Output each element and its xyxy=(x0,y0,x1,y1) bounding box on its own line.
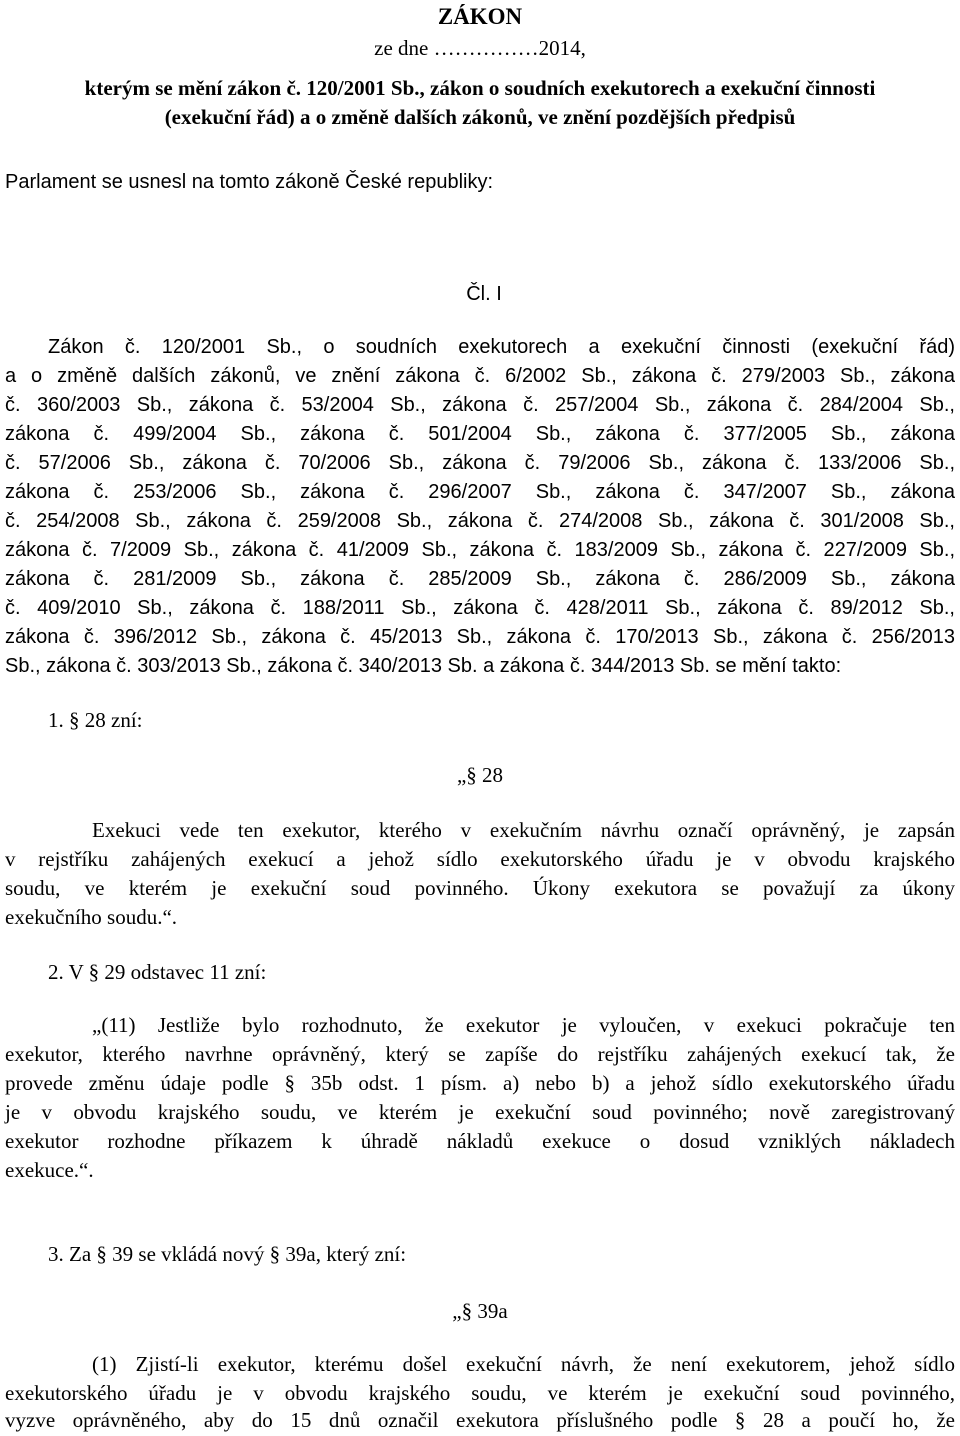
para-line: „(11) Jestliže bylo rozhodnuto, že exekutor je vyloučen, v exekuci pokračuje ten xyxy=(92,1013,955,1037)
para-line: v rejstříku zahájených exekucí a jehož sídlo exekutorského úřadu je v obvodu krajského xyxy=(5,847,955,871)
intro-line: a o změně dalších zákonů, ve znění zákona č. 6/2002 Sb., zákona č. 279/2003 Sb., zákona xyxy=(5,365,955,387)
para-line: exekuce.“. xyxy=(5,1158,94,1182)
law-subtitle-line-2: (exekuční řád) a o změně dalších zákonů, ve znění pozdějších předpisů xyxy=(164,105,796,129)
date-line: ze dne ……………2014, xyxy=(374,36,586,60)
intro-line: zákona č. 253/2006 Sb., zákona č. 296/2007 Sb., zákona č. 347/2007 Sb., zákona xyxy=(5,481,955,503)
para-line: soudu, ve kterém je exekuční soud povinného. Úkony exekutora se považují za úkony xyxy=(5,876,955,900)
intro-line: Zákon č. 120/2001 Sb., o soudních exekutorech a exekuční činnosti (exekuční řád) xyxy=(48,336,955,358)
intro-line: zákona č. 281/2009 Sb., zákona č. 285/2009 Sb., zákona č. 286/2009 Sb., zákona xyxy=(5,568,955,590)
section-28-heading: „§ 28 xyxy=(456,763,504,787)
intro-line: zákona č. 499/2004 Sb., zákona č. 501/2004 Sb., zákona č. 377/2005 Sb., zákona xyxy=(5,423,955,445)
para-line: Exekuci vede ten exekutor, kterého v exekučním návrhu označí oprávněný, je zapsán xyxy=(92,818,955,842)
section-39a-heading: „§ 39a xyxy=(452,1299,508,1323)
intro-line: Sb., zákona č. 303/2013 Sb., zákona č. 340/2013 Sb. a zákona č. 344/2013 Sb. se mění takto: xyxy=(5,655,842,677)
para-line: exekutor, kterého navrhne oprávněný, který se zapíše do rejstříku zahájených exekucí tak, že xyxy=(5,1042,955,1066)
intro-line: č. 254/2008 Sb., zákona č. 259/2008 Sb., zákona č. 274/2008 Sb., zákona č. 301/2008 Sb., xyxy=(5,510,955,532)
intro-line: zákona č. 396/2012 Sb., zákona č. 45/2013 Sb., zákona č. 170/2013 Sb., zákona č. 256/2013 xyxy=(5,626,955,648)
intro-line: č. 360/2003 Sb., zákona č. 53/2004 Sb., zákona č. 257/2004 Sb., zákona č. 284/2004 Sb., xyxy=(5,394,955,416)
para-line: exekučního soudu.“. xyxy=(5,905,178,929)
intro-line: č. 409/2010 Sb., zákona č. 188/2011 Sb., zákona č. 428/2011 Sb., zákona č. 89/2012 Sb., xyxy=(5,597,955,619)
para-line: provede změnu údaje podle § 35b odst. 1 písm. a) nebo b) a jehož sídlo exekutorského úřadu xyxy=(5,1071,955,1095)
law-subtitle-line-1: kterým se mění zákon č. 120/2001 Sb., zákon o soudních exekutorech a exekuční činnosti xyxy=(84,76,876,100)
para-line: je v obvodu krajského soudu, ve kterém je exekuční soud povinného; nově zaregistrovaný xyxy=(5,1100,955,1124)
para-line: (1) Zjistí-li exekutor, kterému došel exekuční návrh, že není exekutorem, jehož sídlo xyxy=(92,1352,955,1376)
preamble: Parlament se usnesl na tomto zákoně České republiky: xyxy=(5,171,494,193)
para-line: vyzve oprávněného, aby do 15 dnů označil exekutora příslušného podle § 28 a poučí ho, že xyxy=(5,1408,955,1432)
point-2-label: 2. V § 29 odstavec 11 zní: xyxy=(48,960,267,984)
point-1-label: 1. § 28 zní: xyxy=(48,708,143,732)
para-line: exekutorského úřadu je v obvodu krajského soudu, ve kterém je exekuční soud povinného, xyxy=(5,1381,955,1405)
point-3-label: 3. Za § 39 se vkládá nový § 39a, který zní: xyxy=(48,1242,407,1266)
para-line: exekutor rozhodne příkazem k úhradě nákladů exekuce o dosud vzniklých nákladech xyxy=(5,1129,955,1153)
article-heading: Čl. I xyxy=(466,283,502,305)
law-title: ZÁKON xyxy=(437,4,523,29)
intro-line: zákona č. 7/2009 Sb., zákona č. 41/2009 Sb., zákona č. 183/2009 Sb., zákona č. 227/2009 Sb., xyxy=(5,539,955,561)
intro-line: č. 57/2006 Sb., zákona č. 70/2006 Sb., zákona č. 79/2006 Sb., zákona č. 133/2006 Sb., xyxy=(5,452,955,474)
